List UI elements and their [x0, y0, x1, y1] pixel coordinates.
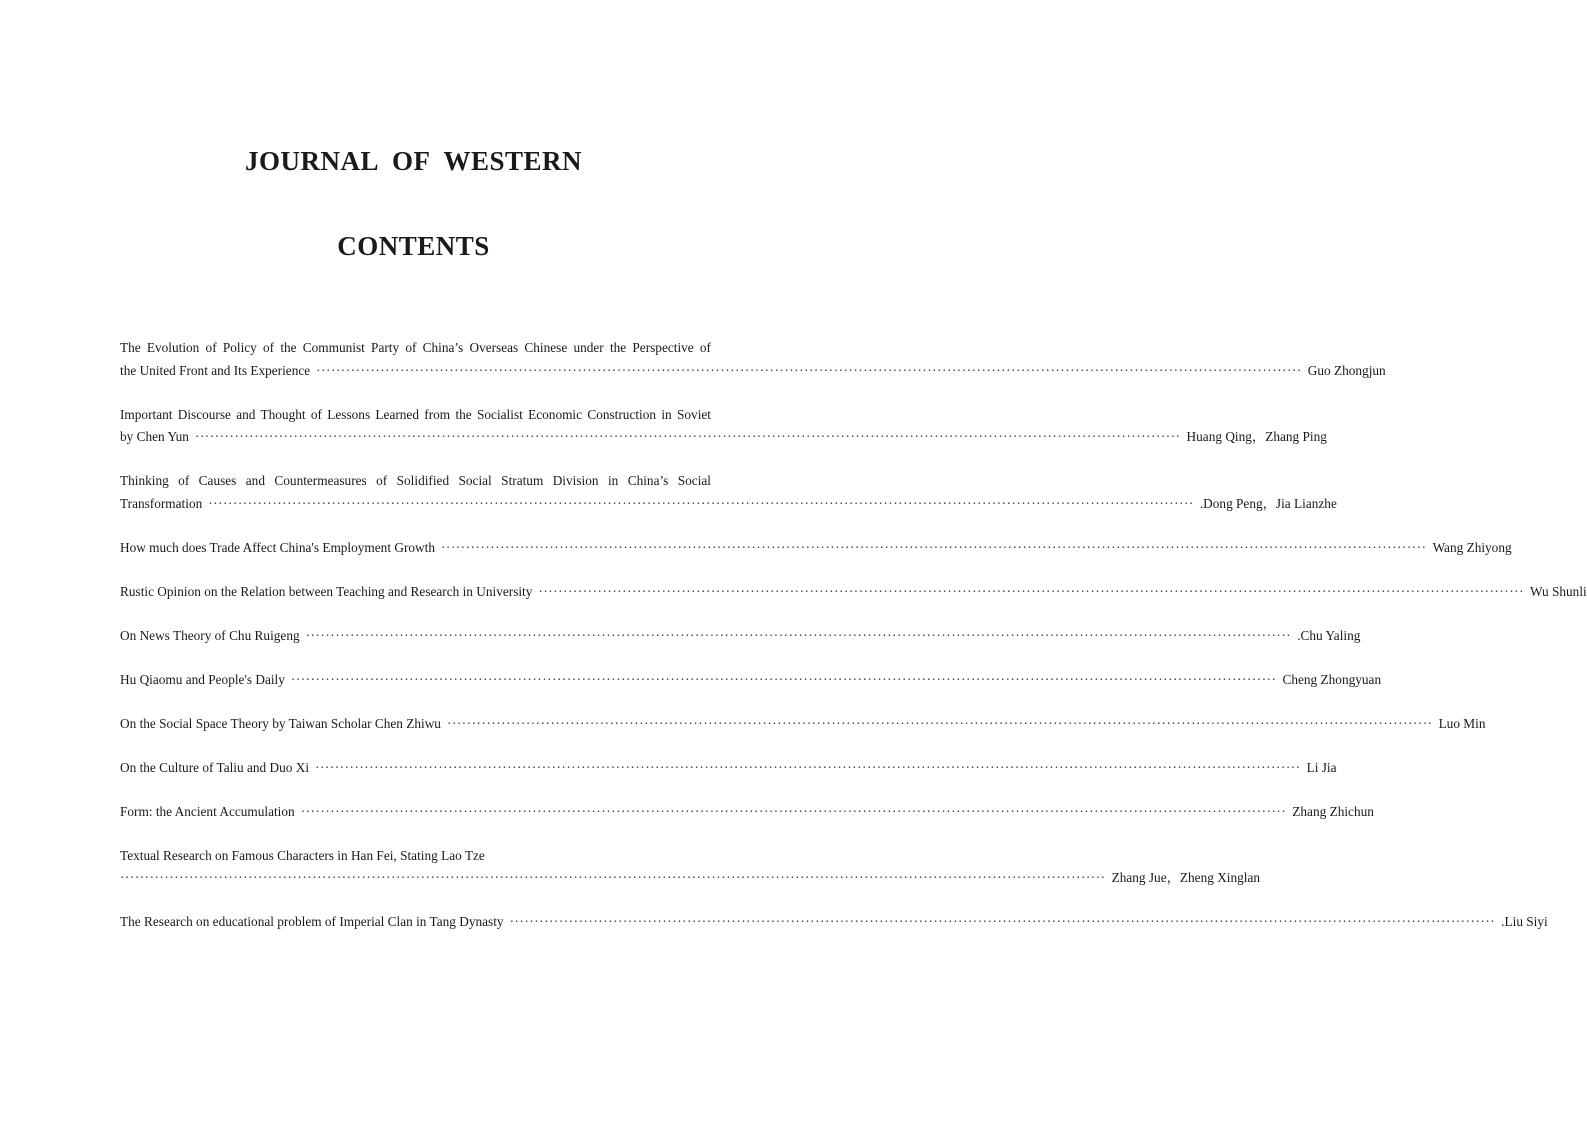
toc-entry[interactable]	[120, 337, 1386, 382]
entry-title-line: Important Discourse and Thought of Lessons Learned from the Socialist Economic Construction in Soviet	[120, 406, 711, 422]
entry-title-continuation: Transformation	[120, 495, 203, 511]
entry-title: Form: the Ancient Accumulation	[120, 803, 295, 819]
entry-title: How much does Trade Affect China's Employment Growth	[120, 539, 435, 555]
entry-author: Cheng Zhongyuan	[1282, 671, 1382, 687]
entry-author: Wang Zhiyong	[1432, 539, 1512, 555]
entry-author: Zhang Zhichun	[1292, 803, 1374, 819]
entry-author: Huang Qing，Zhang Ping	[1186, 429, 1327, 444]
entry-author: .Chu Yaling	[1297, 627, 1361, 643]
toc-entry[interactable]	[120, 669, 1382, 692]
table-of-contents	[120, 337, 1587, 955]
dot-leader: ········································································································································································································	[194, 429, 1181, 444]
dot-leader: ········································································································································································································	[316, 362, 1302, 378]
entry-title-continuation: the United Front and Its Experience	[120, 362, 311, 378]
dot-leader: ········································································································································································································	[120, 870, 1106, 885]
contents-heading: CONTENTS	[337, 231, 490, 261]
entry-author: Luo Min	[1438, 715, 1486, 731]
entry-author: Zhang Jue，Zheng Xinglan	[1111, 870, 1261, 885]
entry-title: The Research on educational problem of Imperial Clan in Tang Dynasty	[120, 914, 504, 929]
entry-title: On the Social Space Theory by Taiwan Scholar Chen Zhiwu	[120, 715, 441, 731]
entry-title: Hu Qiaomu and People's Daily	[120, 671, 285, 687]
entry-title-continuation: by Chen Yun	[120, 429, 189, 444]
toc-entry[interactable]	[120, 537, 1512, 560]
entry-title-line: Textual Research on Famous Characters in Han Fei, Stating Lao Tze	[120, 847, 485, 863]
dot-leader: ········································································································································································································	[509, 914, 1496, 929]
toc-entry[interactable]	[120, 757, 1337, 780]
entry-author: Guo Zhongjun	[1307, 362, 1386, 378]
dot-leader: ········································································································································································································	[446, 715, 1433, 731]
toc-entry[interactable]	[120, 713, 1486, 736]
dot-leader: ········································································································································································································	[305, 627, 1292, 643]
dot-leader: ········································································································································································································	[440, 539, 1427, 555]
entry-author: Wu Shunli	[1530, 583, 1587, 599]
entry-author: Li Jia	[1306, 759, 1337, 775]
dot-leader: ········································································································································································································	[290, 671, 1277, 687]
entry-title: On News Theory of Chu Ruigeng	[120, 627, 300, 643]
toc-entry[interactable]	[120, 470, 1337, 515]
toc-entry[interactable]	[120, 404, 1327, 449]
toc-entry[interactable]	[120, 625, 1361, 648]
entry-title-line: The Evolution of Policy of the Communist Party of China’s Overseas Chinese under the Perspective of	[120, 340, 711, 355]
toc-entry[interactable]	[120, 801, 1374, 824]
dot-leader: ········································································································································································································	[300, 803, 1287, 819]
entry-title: Rustic Opinion on the Relation between Teaching and Research in University	[120, 583, 533, 599]
entry-title: On the Culture of Taliu and Duo Xi	[120, 759, 310, 775]
toc-entry[interactable]	[120, 581, 1587, 604]
dot-leader: ········································································································································································································	[315, 759, 1301, 775]
entry-title-line: Thinking of Causes and Countermeasures of Solidified Social Stratum Division in China’s Social	[120, 473, 711, 488]
journal-title: JOURNAL OF WESTERN	[244, 146, 583, 176]
dot-leader: ········································································································································································································	[208, 495, 1194, 511]
toc-entry[interactable]	[120, 911, 1548, 934]
dot-leader: ········································································································································································································	[538, 583, 1524, 599]
entry-author: .Dong Peng，Jia Lianzhe	[1199, 495, 1337, 511]
entry-author: .Liu Siyi	[1501, 914, 1548, 929]
toc-entry[interactable]	[120, 845, 1261, 890]
